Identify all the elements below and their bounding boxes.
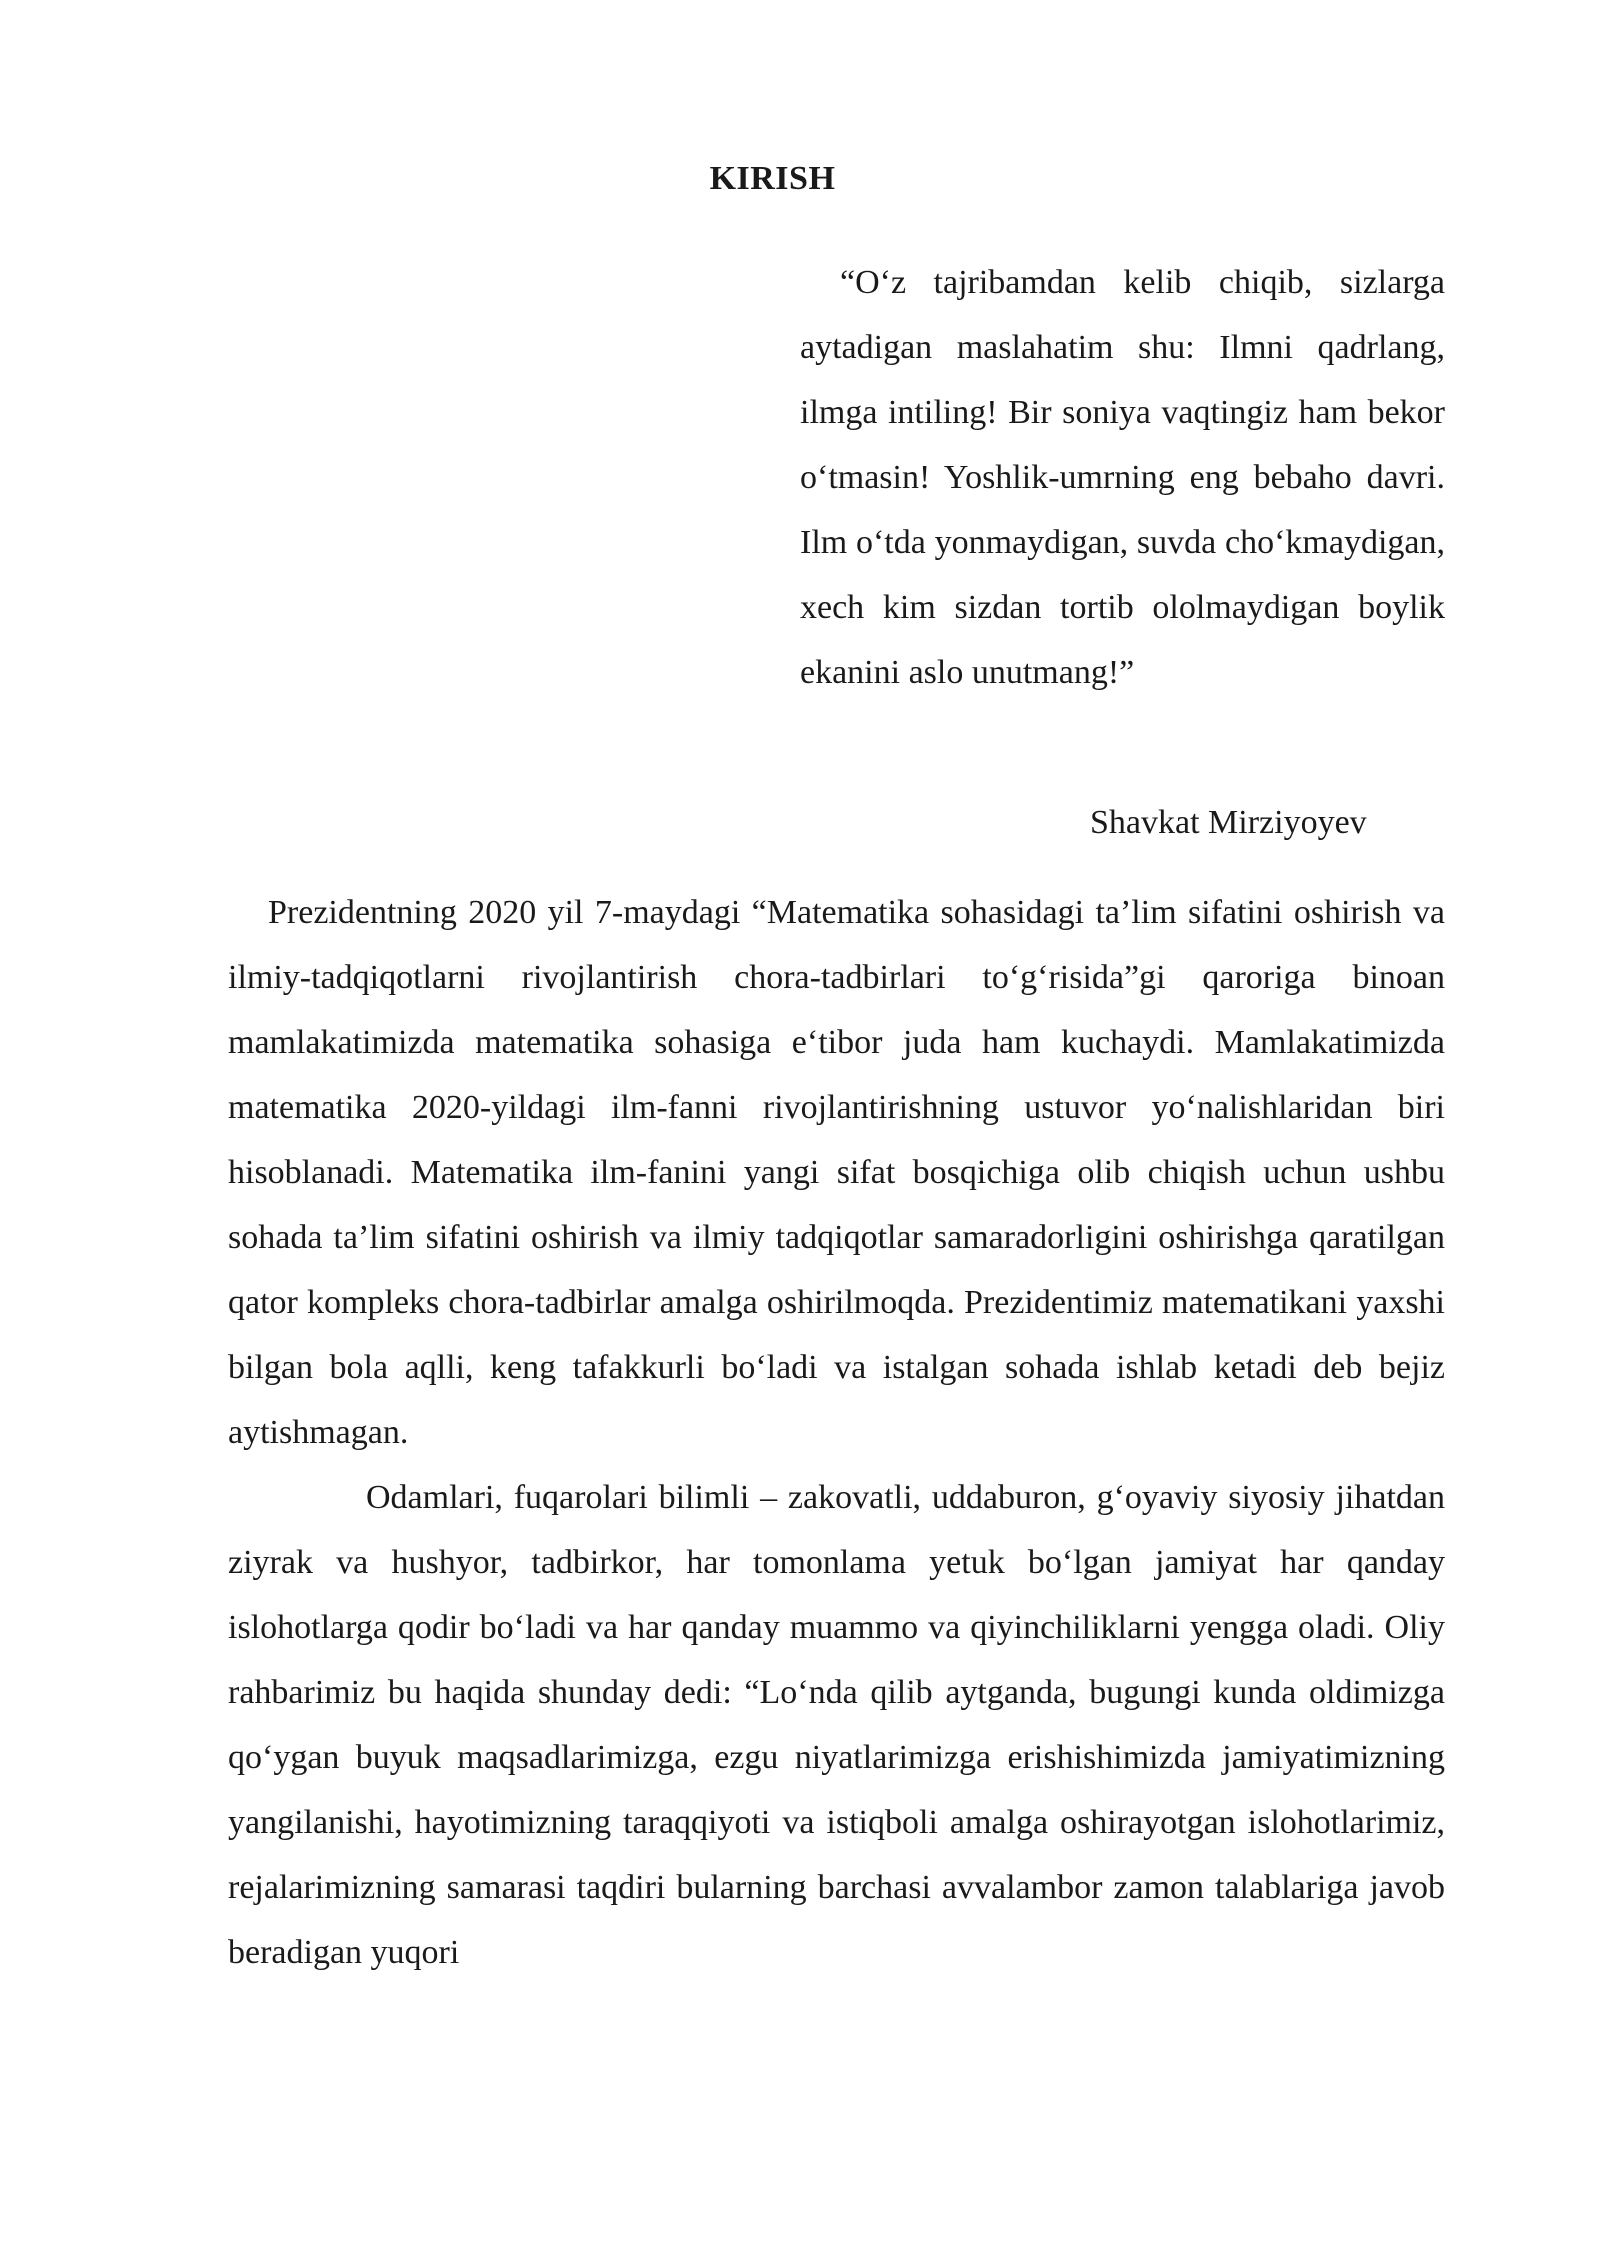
body-paragraph-2: Odamlari, fuqarolari bilimli – zakovatli, uddaburon, g‘oyaviy siyosiy jihatdan ziyrak va hushyor, tadbirkor, har tomonlama yetuk bo‘lgan jamiyat har qanday islohotlarga qodir bo‘ladi va har qanday muammo va qiyinchiliklarni yengga oladi. Oliy rahbarimiz bu haqida shunday dedi: “Lo‘nda qilib aytganda, bugungi kunda oldimizga qo‘ygan buyuk maqsadlarimizga, ezgu niyatlarimizga erishishimizda jamiyatimizning yangilanishi, hayotimizning taraqqiyoti va istiqboli amalga oshirayotgan islohotlarimiz, rejalarimizning samarasi taqdiri bularning barchasi avvalambor zamon talablariga javob beradigan yuqori bbox=[228, 1479, 1445, 1971]
body-paragraph-1: Prezidentning 2020 yil 7-maydagi “Matematika sohasidagi ta’lim sifatini oshirish va ilmiy-tadqiqotlarni rivojlantirish chora-tadbirlari to‘g‘risida”gi qaroriga binoan mamlakatimizda matematika sohasiga e‘tibor juda ham kuchaydi. Mamlakatimizda matematika 2020-yildagi ilm-fanni rivojlantirishning ustuvor yo‘nalishlaridan biri hisoblanadi. Matematika ilm-fanini yangi sifat bosqichiga olib chiqish uchun ushbu sohada ta’lim sifatini oshirish va ilmiy tadqiqotlar samaradorligini oshirishga qaratilgan qator kompleks chora-tadbirlar amalga oshirilmoqda. Prezidentimiz matematikani yaxshi bilgan bola aqlli, keng tafakkurli bo‘ladi va istalgan sohada ishlab ketadi deb bejiz aytishmagan. bbox=[228, 894, 1445, 1451]
epigraph-author: Shavkat Mirziyoyev bbox=[1090, 804, 1367, 841]
page-heading: KIRISH bbox=[709, 160, 836, 197]
epigraph-quote: “O‘z tajribamdan kelib chiqib, sizlarga aytadigan maslahatim shu: Ilmni qadrlang, ilmga intiling! Bir soniya vaqtingiz ham bekor o‘tmasin! Yoshlik-umrning eng bebaho davri. Ilm o‘tda yonmaydigan, suvda cho‘kmaydigan, xech kim sizdan tortib ololmaydigan boylik ekanini aslo unutmang!” bbox=[800, 264, 1445, 691]
